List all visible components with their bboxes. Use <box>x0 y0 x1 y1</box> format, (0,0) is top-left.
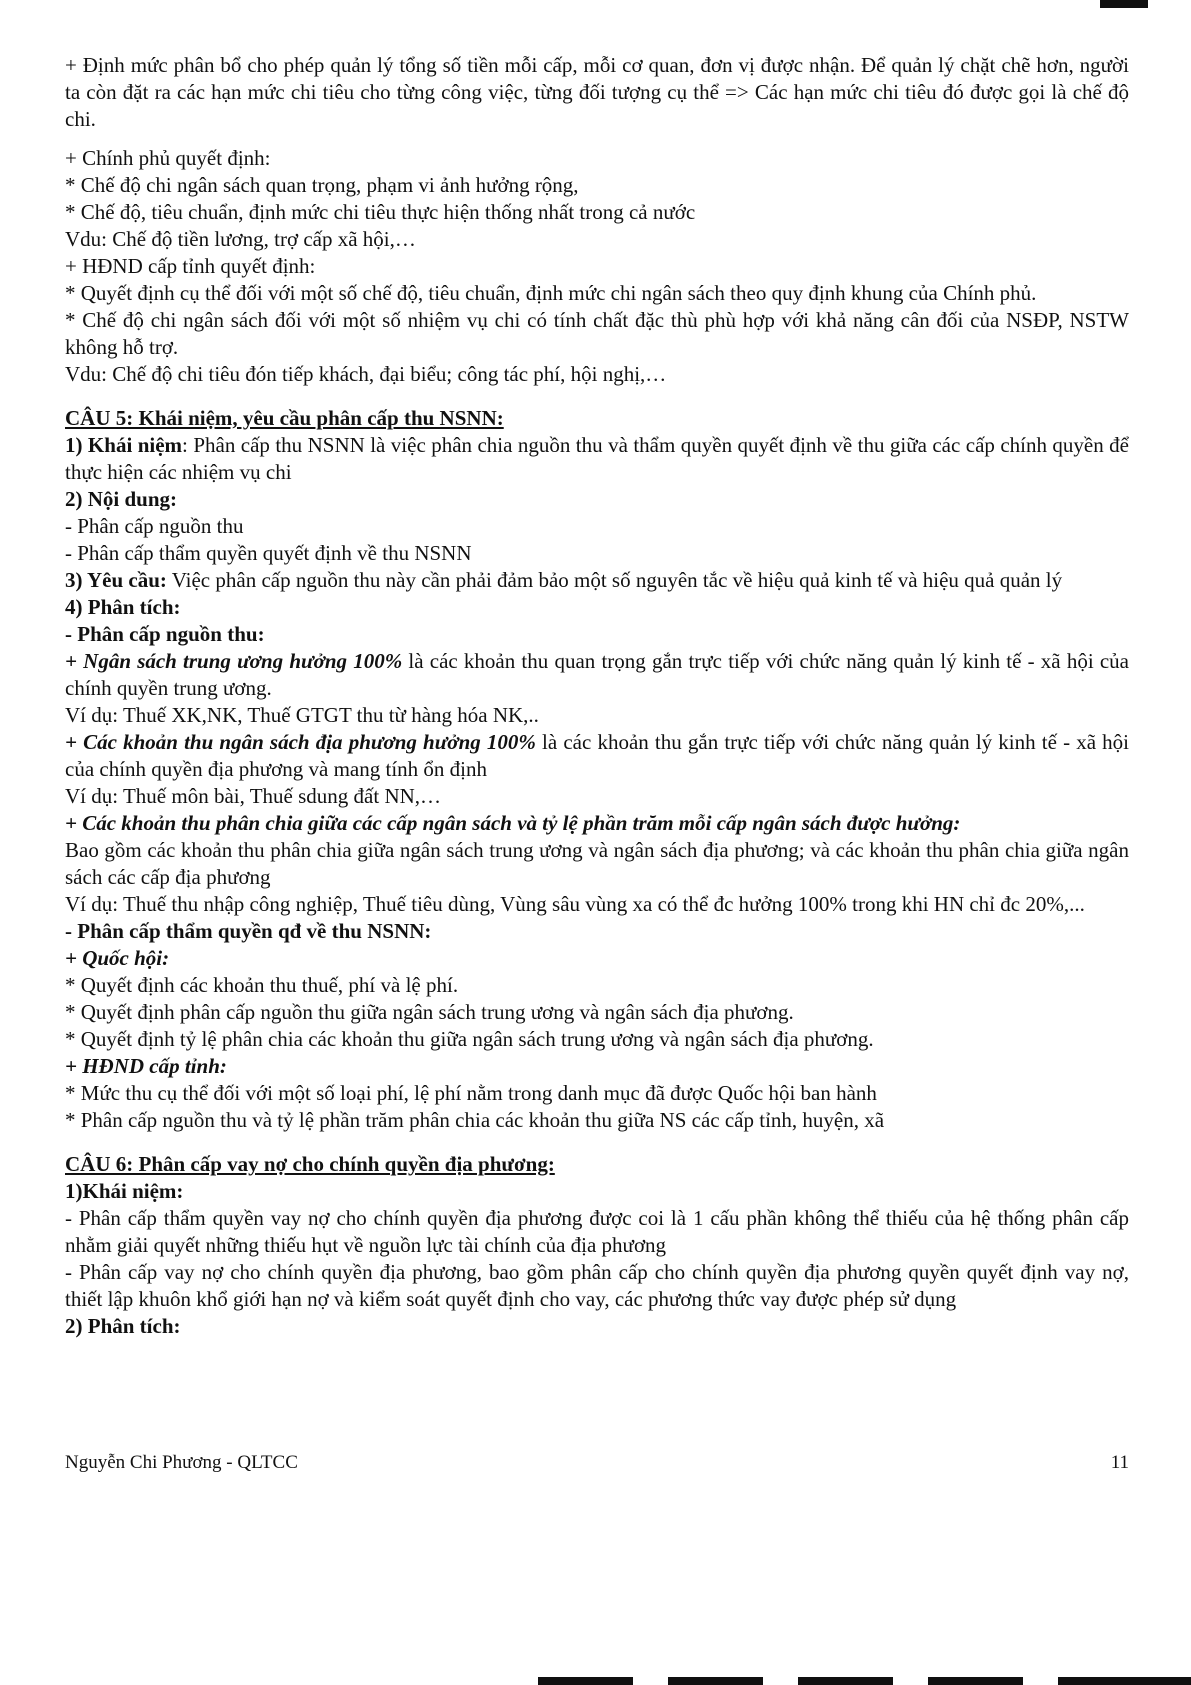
text-segment: + Ngân sách trung ương hưởng 100% <box>65 649 403 673</box>
text-segment: - Phân cấp vay nợ cho chính quyền địa phương, bao gồm phân cấp cho chính quyền địa phương quyền quyết định vay nợ, thiết lập khuôn khổ giới hạn nợ và kiểm soát quyết định cho vay, các phương thức vay được phép sử dụng <box>65 1260 1129 1311</box>
text-line <box>65 1205 1129 1259</box>
text-line <box>65 837 1129 891</box>
text-segment: Vdu: Chế độ tiền lương, trợ cấp xã hội,… <box>65 227 416 251</box>
text-segment: * Chế độ chi ngân sách quan trọng, phạm vi ảnh hưởng rộng, <box>65 173 579 197</box>
text-line <box>65 972 1129 999</box>
text-segment: * Mức thu cụ thể đối với một số loại phí, lệ phí nằm trong danh mục đã được Quốc hội ban hành <box>65 1081 877 1105</box>
text-line <box>65 540 1129 567</box>
text-line <box>65 486 1129 513</box>
text-line <box>65 432 1129 486</box>
text-segment: Ví dụ: Thuế thu nhập công nghiệp, Thuế tiêu dùng, Vùng sâu vùng xa có thể đc hưởng 100% trong khi HN chỉ đc 20%,... <box>65 892 1085 916</box>
document-body <box>65 52 1129 1340</box>
text-line <box>65 1178 1129 1205</box>
text-line <box>65 1026 1129 1053</box>
section-heading <box>65 405 1129 432</box>
footer-page-number: 11 <box>1110 1452 1129 1473</box>
text-line <box>65 280 1129 307</box>
text-segment: + Các khoản thu phân chia giữa các cấp ngân sách và tỷ lệ phần trăm mỗi cấp ngân sách được hưởng: <box>65 811 961 835</box>
text-segment: * Quyết định cụ thể đối với một số chế độ, tiêu chuẩn, định mức chi ngân sách theo quy định khung của Chính phủ. <box>65 281 1037 305</box>
text-segment: + Định mức phân bổ cho phép quản lý tổng số tiền mỗi cấp, mỗi cơ quan, đơn vị được nhận. Để quản lý chặt chẽ hơn, người ta còn đặt ra các hạn mức chi tiêu cho từng công việc, từng đối tượng cụ thể => Các hạn mức chi tiêu đó được gọi là chế độ chi. <box>65 53 1129 131</box>
text-line <box>65 145 1129 172</box>
text-line <box>65 783 1129 810</box>
text-segment: + HĐND cấp tỉnh quyết định: <box>65 254 316 278</box>
text-segment: 1)Khái niệm: <box>65 1179 184 1203</box>
text-segment: - Phân cấp nguồn thu: <box>65 622 265 646</box>
scan-artifact-bottom-dashes <box>538 1677 1191 1685</box>
text-segment: * Quyết định tỷ lệ phân chia các khoản thu giữa ngân sách trung ương và ngân sách địa phương. <box>65 1027 874 1051</box>
page-footer <box>65 1452 1129 1474</box>
text-line <box>65 567 1129 594</box>
text-segment: là các khoản thu quan trọng gắn trực tiếp với chức năng quản lý kinh tế - xã hội của chính quyền trung ương. <box>65 649 1129 700</box>
text-segment: Vdu: Chế độ chi tiêu đón tiếp khách, đại biểu; công tác phí, hội nghị,… <box>65 362 667 386</box>
text-line <box>65 729 1129 783</box>
text-segment: CÂU 5: Khái niệm, yêu cầu phân cấp thu NSNN: <box>65 406 504 430</box>
text-segment: 3) Yêu cầu: <box>65 568 167 592</box>
text-line <box>65 513 1129 540</box>
text-segment: 1) Khái niệm <box>65 433 183 457</box>
text-line <box>65 702 1129 729</box>
text-segment: : Phân cấp thu NSNN là việc phân chia nguồn thu và thẩm quyền quyết định về thu giữa các cấp chính quyền để thực hiện các nhiệm vụ chi <box>65 433 1130 484</box>
text-segment: là các khoản thu gắn trực tiếp với chức năng quản lý kinh tế - xã hội của chính quyền địa phương và mang tính ổn định <box>65 730 1129 781</box>
text-segment: - Phân cấp thẩm quyền qđ về thu NSNN: <box>65 919 432 943</box>
text-line <box>65 999 1129 1026</box>
text-segment: * Chế độ chi ngân sách đối với một số nhiệm vụ chi có tính chất đặc thù phù hợp với khả năng cân đối của NSĐP, NSTW không hỗ trợ. <box>65 308 1129 359</box>
text-line <box>65 52 1129 133</box>
text-line <box>65 199 1129 226</box>
text-segment: + Các khoản thu ngân sách địa phương hưởng 100% <box>65 730 536 754</box>
text-line <box>65 594 1129 621</box>
text-line <box>65 1107 1129 1134</box>
text-line <box>65 810 1129 837</box>
text-segment: - Phân cấp thẩm quyền vay nợ cho chính quyền địa phương được coi là 1 cấu phần không thể thiếu của hệ thống phân cấp nhằm giải quyết những thiếu hụt về nguồn lực tài chính của địa phương <box>65 1206 1129 1257</box>
text-line <box>65 307 1129 361</box>
text-line <box>65 945 1129 972</box>
scan-artifact-bottom-corner <box>1111 1677 1191 1685</box>
text-segment: * Quyết định các khoản thu thuế, phí và lệ phí. <box>65 973 459 997</box>
text-segment: * Quyết định phân cấp nguồn thu giữa ngân sách trung ương và ngân sách địa phương. <box>65 1000 794 1024</box>
text-segment: + Chính phủ quyết định: <box>65 146 271 170</box>
text-line <box>65 648 1129 702</box>
text-segment: * Chế độ, tiêu chuẩn, định mức chi tiêu thực hiện thống nhất trong cả nước <box>65 200 696 224</box>
text-segment: 2) Nội dung: <box>65 487 178 511</box>
footer-author: Nguyễn Chi Phương - QLTCC <box>65 1452 298 1473</box>
section-heading <box>65 1151 1129 1178</box>
text-segment: * Phân cấp nguồn thu và tỷ lệ phần trăm phân chia các khoản thu giữa NS các cấp tỉnh, huyện, xã <box>65 1108 885 1132</box>
text-line <box>65 361 1129 388</box>
text-segment: CÂU 6: Phân cấp vay nợ cho chính quyền địa phương: <box>65 1152 555 1176</box>
text-segment: + HĐND cấp tỉnh: <box>65 1054 227 1078</box>
text-line <box>65 891 1129 918</box>
text-segment: - Phân cấp thẩm quyền quyết định về thu NSNN <box>65 541 472 565</box>
text-line <box>65 621 1129 648</box>
text-segment: 2) Phân tích: <box>65 1314 181 1338</box>
text-segment: Bao gồm các khoản thu phân chia giữa ngân sách trung ương và ngân sách địa phương; và các khoản thu phân chia giữa ngân sách các cấp địa phương <box>65 838 1129 889</box>
text-segment: - Phân cấp nguồn thu <box>65 514 244 538</box>
text-segment: Việc phân cấp nguồn thu này cần phải đảm bảo một số nguyên tắc về hiệu quả kinh tế và hiệu quả quản lý <box>166 568 1063 592</box>
text-segment: + Quốc hội: <box>65 946 170 970</box>
scan-artifact-top-right <box>1100 0 1148 8</box>
text-line <box>65 918 1129 945</box>
text-segment: Ví dụ: Thuế môn bài, Thuế sdung đất NN,… <box>65 784 442 808</box>
text-line <box>65 172 1129 199</box>
text-line <box>65 253 1129 280</box>
text-segment: Ví dụ: Thuế XK,NK, Thuế GTGT thu từ hàng hóa NK,.. <box>65 703 539 727</box>
text-line <box>65 226 1129 253</box>
text-segment: 4) Phân tích: <box>65 595 181 619</box>
text-line <box>65 1080 1129 1107</box>
text-line <box>65 1053 1129 1080</box>
text-line <box>65 1259 1129 1313</box>
text-line <box>65 1313 1129 1340</box>
